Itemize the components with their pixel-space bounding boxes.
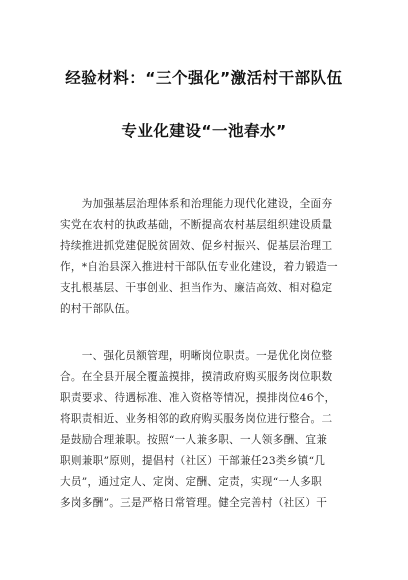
paragraph-line: 大员”，通过定人、定岗、定酬、定责，实现“一人多职 bbox=[60, 476, 322, 488]
paragraph-line: 持续推进抓党建促脱贫固效、促乡村振兴、促基层治理工 bbox=[60, 240, 333, 252]
paragraph-line: 是鼓励合理兼职。按照“一人兼多职、一人领多酬、宜兼 bbox=[60, 434, 328, 446]
paragraph-line: 支扎根基层、干事创业、担当作为、廉洁高效、相对稳定 bbox=[60, 282, 333, 294]
paragraph-line: 的村干部队伍。 bbox=[60, 303, 137, 315]
document-title-line-2: 专业化建设“一池春水” bbox=[121, 122, 287, 140]
paragraph-intro bbox=[60, 194, 348, 320]
paragraph-line: 职责要求、待遇标准、准入资格等情况，摸排岗位46个， bbox=[60, 392, 336, 404]
paragraph-line: 为加强基层治理体系和治理能力现代化建设，全面夯 bbox=[60, 198, 333, 210]
paragraph-line: 将职责相近、业务相邻的政府购买服务岗位进行整合。二 bbox=[60, 413, 333, 425]
document-title-line-1: 经验材料：“三个强化”激活村干部队伍 bbox=[65, 69, 343, 87]
paragraph-line: 实党在农村的执政基础，不断提高农村基层组织建设质量 bbox=[60, 219, 333, 231]
paragraph-line: 多岗多酬”。三是严格日常管理。健全完善村（社区）干 bbox=[60, 497, 328, 509]
paragraph-line: 合。在全县开展全覆盖摸排，摸清政府购买服务岗位职数 bbox=[60, 371, 333, 383]
paragraph-section-one bbox=[60, 346, 348, 514]
paragraph-line: 职则兼职”原则，提倡村（社区）干部兼任23类乡镇“几 bbox=[60, 455, 326, 467]
paragraph-line: 一、强化员额管理，明晰岗位职责。一是优化岗位整 bbox=[60, 350, 333, 362]
paragraph-line: 作，*自治县深入推进村干部队伍专业化建设，着力锻造一 bbox=[60, 261, 338, 273]
